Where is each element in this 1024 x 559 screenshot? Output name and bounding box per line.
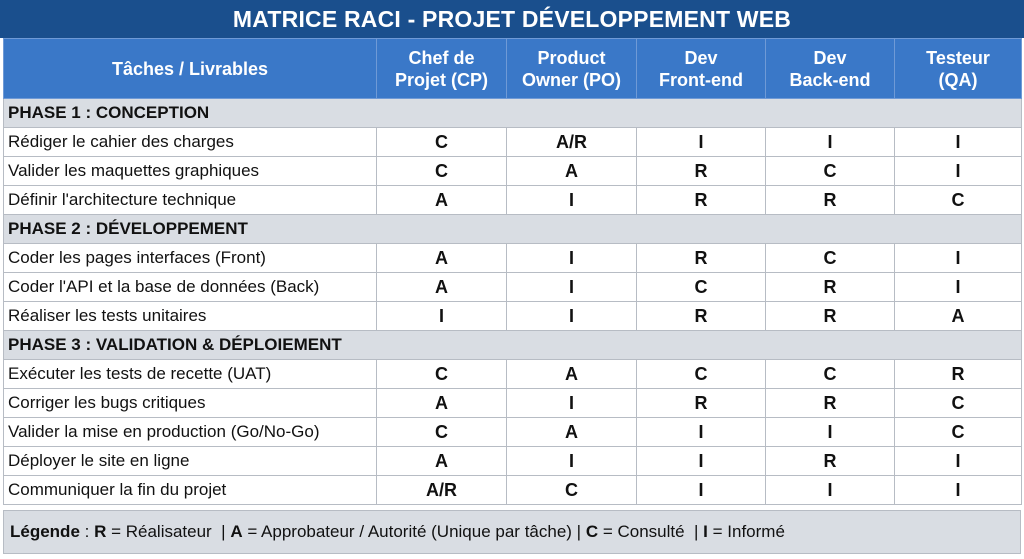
raci-cell: I [377, 302, 507, 331]
raci-cell: C [895, 418, 1022, 447]
phase-row-1 [4, 99, 1022, 128]
task-name: Coder l'API et la base de données (Back) [4, 273, 377, 302]
legend-label: Légende [10, 522, 80, 541]
raci-cell: I [895, 157, 1022, 186]
raci-cell: I [637, 476, 766, 505]
task-name: Déployer le site en ligne [4, 447, 377, 476]
table-row [4, 244, 1022, 273]
raci-cell: A [377, 389, 507, 418]
raci-cell: R [637, 244, 766, 273]
legend-key-c: C [585, 522, 599, 541]
raci-cell: I [507, 186, 637, 215]
raci-cell: I [637, 447, 766, 476]
table-row [4, 360, 1022, 389]
table-row [4, 447, 1022, 476]
legend-text-i: = Informé [707, 522, 785, 541]
raci-cell: A [377, 244, 507, 273]
header-role-dev-front-end [637, 39, 766, 99]
table-row [4, 128, 1022, 157]
raci-cell: C [895, 186, 1022, 215]
raci-cell: R [637, 186, 766, 215]
document-title: MATRICE RACI - PROJET DÉVELOPPEMENT WEB [0, 0, 1024, 38]
raci-cell: A [377, 273, 507, 302]
legend-text-c: = Consulté | [598, 522, 704, 541]
legend-text-a: = Approbateur / Autorité (Unique par tâche) | [242, 522, 586, 541]
role-line-1: Dev [684, 47, 718, 68]
raci-cell: A/R [507, 128, 637, 157]
raci-cell: C [766, 360, 895, 389]
raci-cell: R [766, 273, 895, 302]
raci-cell: I [895, 273, 1022, 302]
table-row [4, 186, 1022, 215]
legend-key-a: A [230, 522, 243, 541]
raci-cell: I [766, 418, 895, 447]
task-name: Réaliser les tests unitaires [4, 302, 377, 331]
raci-cell: C [377, 128, 507, 157]
table-row [4, 157, 1022, 186]
raci-matrix-table [3, 38, 1022, 505]
raci-cell: I [895, 476, 1022, 505]
raci-cell: R [637, 157, 766, 186]
raci-cell: C [377, 157, 507, 186]
raci-cell: I [507, 302, 637, 331]
table-row [4, 302, 1022, 331]
legend-text-r: = Réalisateur | [106, 522, 231, 541]
raci-cell: A [377, 447, 507, 476]
task-name: Exécuter les tests de recette (UAT) [4, 360, 377, 389]
phase-row-3 [4, 331, 1022, 360]
raci-cell: I [766, 128, 895, 157]
task-name: Valider les maquettes graphiques [4, 157, 377, 186]
raci-cell: R [766, 186, 895, 215]
raci-cell: I [766, 476, 895, 505]
role-line-1: Chef de [408, 47, 475, 68]
table-row [4, 389, 1022, 418]
task-name: Corriger les bugs critiques [4, 389, 377, 418]
raci-cell: C [766, 244, 895, 273]
raci-cell: I [507, 389, 637, 418]
role-line-1: Testeur [926, 47, 990, 68]
table-row [4, 476, 1022, 505]
raci-cell: A [507, 360, 637, 389]
raci-cell: I [895, 447, 1022, 476]
raci-cell: I [637, 418, 766, 447]
role-line-1: Product [537, 47, 606, 68]
header-role-testeur-qa [895, 39, 1022, 99]
raci-cell: A [377, 186, 507, 215]
raci-cell: I [507, 244, 637, 273]
task-name: Communiquer la fin du projet [4, 476, 377, 505]
raci-cell: R [766, 447, 895, 476]
header-task-column: Tâches / Livrables [4, 39, 377, 99]
header-role-product-owner [507, 39, 637, 99]
legend-key-r: R [94, 522, 107, 541]
legend-text [10, 522, 785, 542]
task-name: Valider la mise en production (Go/No-Go) [4, 418, 377, 447]
phase-title: PHASE 3 : VALIDATION & DÉPLOIEMENT [4, 331, 1022, 360]
raci-cell: R [637, 389, 766, 418]
raci-cell: A [895, 302, 1022, 331]
task-name: Rédiger le cahier des charges [4, 128, 377, 157]
role-line-2: Front-end [659, 69, 743, 90]
raci-cell: C [377, 418, 507, 447]
role-line-1: Dev [813, 47, 847, 68]
phase-title: PHASE 1 : CONCEPTION [4, 99, 1022, 128]
raci-cell: A [507, 157, 637, 186]
table-row [4, 273, 1022, 302]
header-role-chef-de-projet [377, 39, 507, 99]
raci-cell: A [507, 418, 637, 447]
raci-cell: A/R [377, 476, 507, 505]
raci-cell: C [637, 273, 766, 302]
legend [3, 510, 1021, 554]
role-line-2: Back-end [789, 69, 871, 90]
raci-cell: C [377, 360, 507, 389]
raci-cell: I [507, 273, 637, 302]
phase-title: PHASE 2 : DÉVELOPPEMENT [4, 215, 1022, 244]
raci-cell: I [637, 128, 766, 157]
task-name: Définir l'architecture technique [4, 186, 377, 215]
raci-cell: R [637, 302, 766, 331]
header-role-dev-back-end [766, 39, 895, 99]
raci-cell: I [895, 128, 1022, 157]
raci-cell: R [895, 360, 1022, 389]
raci-cell: C [637, 360, 766, 389]
role-line-2: Projet (CP) [394, 69, 488, 90]
raci-cell: R [766, 302, 895, 331]
table-row [4, 418, 1022, 447]
role-line-2: (QA) [938, 69, 978, 90]
legend-key-i: I [703, 522, 708, 541]
raci-cell: C [507, 476, 637, 505]
table-header-row [4, 39, 1022, 99]
legend-sep: : [79, 522, 95, 541]
raci-cell: I [507, 447, 637, 476]
role-line-2: Owner (PO) [521, 69, 621, 90]
raci-cell: R [766, 389, 895, 418]
phase-row-2 [4, 215, 1022, 244]
task-name: Coder les pages interfaces (Front) [4, 244, 377, 273]
raci-cell: C [895, 389, 1022, 418]
raci-cell: C [766, 157, 895, 186]
raci-cell: I [895, 244, 1022, 273]
